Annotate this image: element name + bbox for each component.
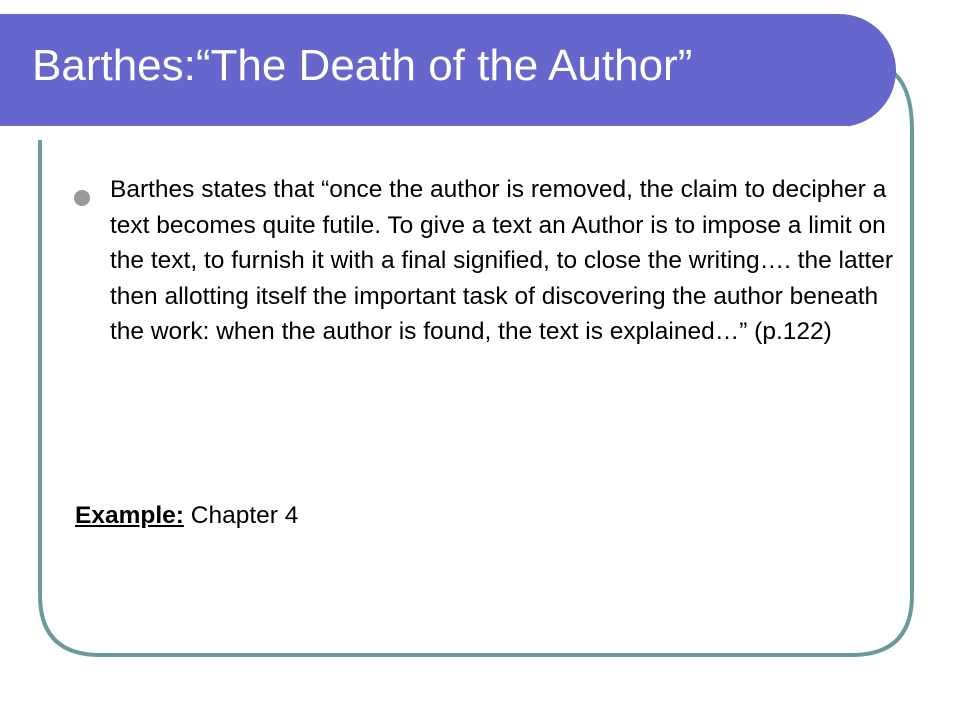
example-label: Example: [75, 502, 184, 529]
slide-title: Barthes:“The Death of the Author” [32, 41, 693, 90]
example-line [75, 498, 298, 533]
content-frame-border [40, 70, 912, 655]
title-underline [0, 126, 848, 130]
bullet-icon [74, 190, 90, 206]
bullet-text: Barthes states that “once the author is removed, the claim to decipher a text becomes quite futile. To give a text an Author is to impose a limit on the text, to furnish it with a final signified, to close the writing…. the latter then allotting itself the important task of discovering the author beneath the work: when the author is found, the text is explained…” (p.122) [110, 176, 894, 345]
example-text: Chapter 4 [183, 502, 299, 529]
